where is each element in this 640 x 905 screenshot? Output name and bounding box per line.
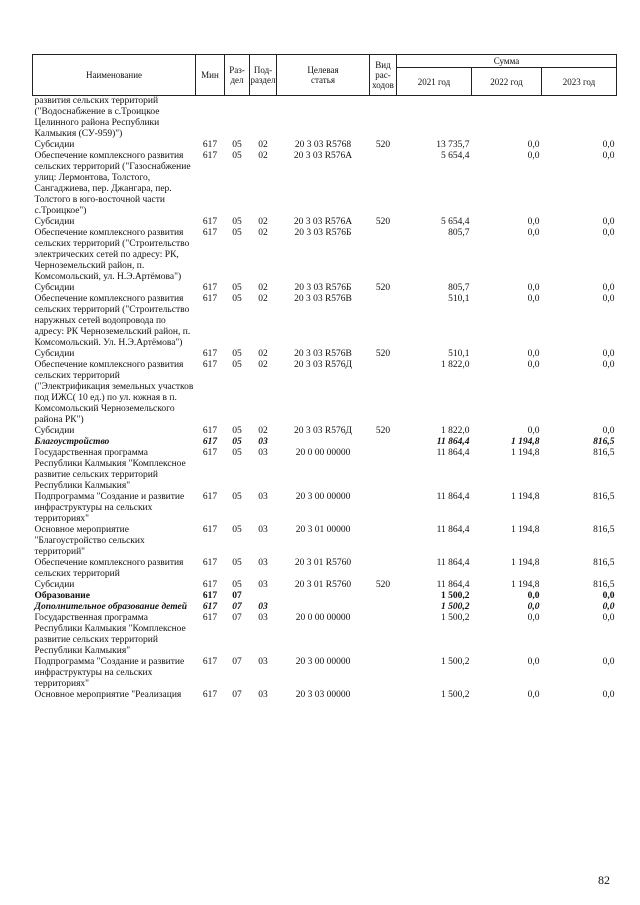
cell-2022: 1 194,8 xyxy=(511,558,540,568)
cell-target: 20 3 01 R5760 xyxy=(294,580,352,590)
cell-name: Основное мероприятие "Благоустройство сельских территорий" xyxy=(34,525,145,557)
cell-razdel: 05 xyxy=(232,349,242,359)
cell-min: 617 xyxy=(202,294,218,304)
cell-name: Обеспечение комплексного развития сельских территорий ("Строительство электрических сетей по адресу: РК, Черноземельский район, п. Комсомольский, ул. Н.Э.Артёмова") xyxy=(34,228,190,282)
cell-vid: 520 xyxy=(375,217,391,227)
cell-vid: 520 xyxy=(375,283,391,293)
cell-min: 617 xyxy=(202,602,218,612)
cell-podrazdel: 03 xyxy=(258,492,268,502)
cell-min: 617 xyxy=(202,525,218,535)
cell-podrazdel: 03 xyxy=(258,437,268,447)
cell-name: Обеспечение комплексного развития сельских территорий xyxy=(34,558,184,579)
cell-2023: 0,0 xyxy=(602,228,615,238)
cell-2023: 0,0 xyxy=(602,349,615,359)
cell-podrazdel: 02 xyxy=(258,140,268,150)
cell-min: 617 xyxy=(202,349,218,359)
cell-name: Обеспечение комплексного развития сельских территорий ("Строительство наружных сетей водопровода по адресу: РК Черноземельский район, п. Комсомольский. Ул. Н.Э.Артёмова") xyxy=(34,294,191,348)
cell-vid: 520 xyxy=(375,580,391,590)
cell-2022: 0,0 xyxy=(527,657,540,667)
cell-podrazdel: 02 xyxy=(258,360,268,370)
cell-target: 20 3 03 R576Д xyxy=(294,426,352,436)
cell-name: Образование xyxy=(34,591,90,601)
cell-podrazdel: 03 xyxy=(258,580,268,590)
cell-min: 617 xyxy=(202,151,218,161)
cell-2022: 0,0 xyxy=(527,217,540,227)
table-row xyxy=(33,360,617,426)
cell-target: 20 0 00 00000 xyxy=(295,613,351,623)
cell-razdel: 05 xyxy=(232,228,242,238)
cell-min: 617 xyxy=(202,140,218,150)
header-2021: 2021 год xyxy=(397,68,472,96)
cell-2023: 816,5 xyxy=(593,437,615,447)
cell-min: 617 xyxy=(202,657,218,667)
cell-name: Субсидии xyxy=(34,217,75,227)
table-body xyxy=(33,96,617,702)
cell-2023: 0,0 xyxy=(602,690,615,700)
cell-2023: 0,0 xyxy=(602,294,615,304)
cell-2022: 0,0 xyxy=(527,140,540,150)
budget-document xyxy=(32,54,616,701)
table-row xyxy=(33,217,617,228)
cell-razdel: 05 xyxy=(232,140,242,150)
cell-name: Обеспечение комплексного развития сельских территорий ("Электрификация земельных участков под ИЖС( 10 ед.) по ул. южная в п. Комсомольский Черноземельского района РК") xyxy=(34,360,194,425)
cell-name: Субсидии xyxy=(34,580,75,590)
cell-2022: 0,0 xyxy=(527,151,540,161)
cell-2022: 0,0 xyxy=(527,591,540,601)
cell-2022: 0,0 xyxy=(527,360,540,370)
cell-name: Субсидии xyxy=(34,283,75,293)
table-row xyxy=(33,558,617,580)
cell-target xyxy=(277,437,370,448)
cell-2022: 0,0 xyxy=(527,690,540,700)
table-row xyxy=(33,151,617,217)
cell-vid xyxy=(370,558,397,580)
cell-vid xyxy=(370,690,397,701)
cell-razdel: 05 xyxy=(232,437,242,447)
cell-2021: 11 864,4 xyxy=(436,580,470,590)
cell-podrazdel: 02 xyxy=(258,283,268,293)
cell-razdel: 07 xyxy=(232,657,242,667)
cell-2022: 0,0 xyxy=(527,426,540,436)
cell-vid: 520 xyxy=(375,140,391,150)
cell-name: Государственная программа Республики Калмыкия "Комплексное развитие сельских территорий Республики Калмыкия" xyxy=(34,613,186,656)
header-target: Целевая статья xyxy=(277,55,370,96)
cell-razdel: 05 xyxy=(232,492,242,502)
cell-2023: 816,5 xyxy=(593,558,615,568)
cell-podrazdel: 03 xyxy=(258,525,268,535)
cell-podrazdel: 02 xyxy=(258,349,268,359)
cell-podrazdel: 02 xyxy=(258,426,268,436)
header-vid: Вид рас- ходов xyxy=(370,55,397,96)
table-row xyxy=(33,228,617,283)
table-row xyxy=(33,613,617,657)
table-row xyxy=(33,580,617,591)
cell-target xyxy=(277,591,370,602)
cell-2021: 1 500,2 xyxy=(441,591,470,601)
cell-2022: 0,0 xyxy=(527,228,540,238)
table-row xyxy=(33,602,617,613)
cell-name: Субсидии xyxy=(34,349,75,359)
cell-2023: 0,0 xyxy=(602,283,615,293)
table-row xyxy=(33,349,617,360)
cell-2021: 11 864,4 xyxy=(436,558,470,568)
cell-2023: 0,0 xyxy=(602,360,615,370)
cell-vid xyxy=(370,96,397,141)
cell-vid xyxy=(370,437,397,448)
cell-vid xyxy=(370,360,397,426)
cell-target: 20 3 03 R5768 xyxy=(294,140,352,150)
cell-vid xyxy=(370,613,397,657)
cell-razdel: 07 xyxy=(232,690,242,700)
cell-2022: 1 194,8 xyxy=(511,437,540,447)
cell-2022: 0,0 xyxy=(527,349,540,359)
cell-target: 20 3 03 R576Б xyxy=(294,283,352,293)
page-number: 82 xyxy=(598,873,610,887)
cell-2023: 816,5 xyxy=(593,580,615,590)
cell-min: 617 xyxy=(202,217,218,227)
cell-2022: 0,0 xyxy=(527,602,540,612)
cell-razdel: 05 xyxy=(232,283,242,293)
cell-podrazdel: 02 xyxy=(258,228,268,238)
budget-table xyxy=(32,54,617,701)
cell-target: 20 3 01 00000 xyxy=(295,525,351,535)
cell-vid xyxy=(370,294,397,349)
cell-name: Благоустройство xyxy=(34,437,110,447)
cell-vid xyxy=(370,448,397,492)
table-row xyxy=(33,437,617,448)
header-razdel: Раз- дел xyxy=(225,55,250,96)
header-2022: 2022 год xyxy=(472,68,542,96)
cell-2022: 0,0 xyxy=(527,283,540,293)
table-row xyxy=(33,591,617,602)
cell-name: Государственная программа Республики Калмыкия "Комплексное развитие сельских территорий Республики Калмыкия" xyxy=(34,448,186,491)
cell-vid xyxy=(370,151,397,217)
cell-vid xyxy=(370,525,397,558)
cell-min: 617 xyxy=(202,580,218,590)
cell-name: Субсидии xyxy=(34,426,75,436)
cell-target: 20 3 00 00000 xyxy=(295,657,351,667)
cell-2023: 816,5 xyxy=(593,448,615,458)
cell-2022: 1 194,8 xyxy=(511,580,540,590)
cell-name: Субсидии xyxy=(34,140,75,150)
cell-razdel: 05 xyxy=(232,558,242,568)
cell-2022: 1 194,8 xyxy=(511,448,540,458)
cell-2021: 5 654,4 xyxy=(441,217,470,227)
cell-target: 20 0 00 00000 xyxy=(295,448,351,458)
cell-vid xyxy=(370,602,397,613)
cell-vid: 520 xyxy=(375,349,391,359)
cell-razdel: 05 xyxy=(232,525,242,535)
cell-vid xyxy=(370,228,397,283)
cell-2021: 1 500,2 xyxy=(441,613,470,623)
cell-2023: 0,0 xyxy=(602,140,615,150)
cell-razdel: 07 xyxy=(232,602,242,612)
header-min: Мин xyxy=(196,55,225,96)
cell-2021: 510,1 xyxy=(448,349,470,359)
cell-2021: 1 822,0 xyxy=(441,426,470,436)
table-row xyxy=(33,283,617,294)
cell-min: 617 xyxy=(202,591,218,601)
cell-2021: 510,1 xyxy=(448,294,470,304)
cell-name: Основное мероприятие "Реализация xyxy=(34,690,182,700)
cell-min: 617 xyxy=(202,558,218,568)
cell-min: 617 xyxy=(202,283,218,293)
table-row xyxy=(33,525,617,558)
cell-razdel: 05 xyxy=(232,580,242,590)
cell-target xyxy=(277,602,370,613)
cell-target: 20 3 03 R576В xyxy=(294,294,352,304)
cell-min: 617 xyxy=(202,437,218,447)
cell-podrazdel: 02 xyxy=(258,217,268,227)
cell-name: развития сельских территорий ("Водоснабжение в с.Троицкое Целинного района Республики Калмыкия (СУ-959)") xyxy=(34,96,160,139)
cell-target: 20 3 00 00000 xyxy=(295,492,351,502)
cell-podrazdel: 03 xyxy=(258,613,268,623)
cell-podrazdel: 03 xyxy=(258,602,268,612)
cell-2021 xyxy=(397,96,472,141)
cell-target: 20 3 01 R5760 xyxy=(294,558,352,568)
cell-razdel: 05 xyxy=(232,294,242,304)
cell-2023: 0,0 xyxy=(602,591,615,601)
cell-razdel xyxy=(225,96,250,141)
cell-podrazdel: 02 xyxy=(258,151,268,161)
cell-podrazdel xyxy=(250,591,277,602)
cell-target: 20 3 03 00000 xyxy=(295,690,351,700)
cell-razdel: 05 xyxy=(232,151,242,161)
header-podrazdel: Под- раздел xyxy=(250,55,277,96)
cell-target: 20 3 03 R576А xyxy=(293,151,353,161)
cell-razdel: 05 xyxy=(232,426,242,436)
cell-podrazdel: 02 xyxy=(258,294,268,304)
cell-razdel: 07 xyxy=(232,613,242,623)
cell-target: 20 3 03 R576А xyxy=(293,217,353,227)
cell-target: 20 3 03 R576В xyxy=(294,349,352,359)
cell-min: 617 xyxy=(202,448,218,458)
cell-2023: 0,0 xyxy=(602,657,615,667)
cell-target: 20 3 03 R576Д xyxy=(294,360,352,370)
cell-razdel: 05 xyxy=(232,448,242,458)
table-row xyxy=(33,690,617,701)
cell-2021: 11 864,4 xyxy=(436,492,470,502)
cell-podrazdel xyxy=(250,96,277,141)
cell-min: 617 xyxy=(202,360,218,370)
cell-2022: 0,0 xyxy=(527,613,540,623)
cell-name: Дополнительное образование детей xyxy=(34,602,188,612)
cell-vid: 520 xyxy=(375,426,391,436)
cell-2021: 11 864,4 xyxy=(436,525,470,535)
cell-2023: 0,0 xyxy=(602,217,615,227)
cell-2022: 1 194,8 xyxy=(511,492,540,502)
cell-vid xyxy=(370,591,397,602)
header-name: Наименование xyxy=(33,55,196,96)
cell-min: 617 xyxy=(202,492,218,502)
table-row xyxy=(33,492,617,525)
cell-2021: 5 654,4 xyxy=(441,151,470,161)
cell-2022: 1 194,8 xyxy=(511,525,540,535)
cell-vid xyxy=(370,657,397,690)
cell-min: 617 xyxy=(202,426,218,436)
table-row xyxy=(33,140,617,151)
cell-2023: 816,5 xyxy=(593,492,615,502)
cell-name: Подпрограмма "Создание и развитие инфраструктуры на сельских территориях" xyxy=(34,492,185,524)
cell-min: 617 xyxy=(202,228,218,238)
table-row xyxy=(33,294,617,349)
cell-vid xyxy=(370,492,397,525)
cell-razdel: 07 xyxy=(232,591,242,601)
cell-2022: 0,0 xyxy=(527,294,540,304)
cell-name: Обеспечение комплексного развития сельских территорий ("Газоснабжение улиц: Лермонтова, Толстого, Сангаджиева, пер. Джангара, пер. Толстого в юго-восточной части с.Троицкое") xyxy=(34,151,191,216)
cell-podrazdel: 03 xyxy=(258,558,268,568)
cell-2023: 0,0 xyxy=(602,151,615,161)
cell-2021: 1 500,2 xyxy=(441,690,470,700)
cell-2023: 816,5 xyxy=(593,525,615,535)
cell-2021: 1 822,0 xyxy=(441,360,470,370)
cell-razdel: 05 xyxy=(232,217,242,227)
cell-name: Подпрограмма "Создание и развитие инфраструктуры на сельских территориях" xyxy=(34,657,185,689)
cell-podrazdel: 03 xyxy=(258,657,268,667)
cell-2022 xyxy=(472,96,542,141)
cell-min: 617 xyxy=(202,613,218,623)
cell-2023 xyxy=(542,96,617,141)
cell-2021: 11 864,4 xyxy=(436,448,470,458)
cell-podrazdel: 03 xyxy=(258,690,268,700)
table-row xyxy=(33,96,617,141)
cell-min: 617 xyxy=(202,690,218,700)
cell-2021: 11 864,4 xyxy=(436,437,470,447)
cell-min xyxy=(196,96,225,141)
cell-2021: 805,7 xyxy=(448,228,470,238)
cell-podrazdel: 03 xyxy=(258,448,268,458)
header-2023: 2023 год xyxy=(542,68,617,96)
table-row xyxy=(33,657,617,690)
cell-target xyxy=(277,96,370,141)
cell-2023: 0,0 xyxy=(602,613,615,623)
cell-2021: 805,7 xyxy=(448,283,470,293)
cell-2021: 1 500,2 xyxy=(441,657,470,667)
cell-2023: 0,0 xyxy=(602,426,615,436)
table-row xyxy=(33,448,617,492)
cell-2021: 1 500,2 xyxy=(441,602,470,612)
cell-2023: 0,0 xyxy=(602,602,615,612)
table-row xyxy=(33,426,617,437)
header-sum: Сумма xyxy=(397,55,617,68)
cell-target: 20 3 03 R576Б xyxy=(294,228,352,238)
cell-2021: 13 735,7 xyxy=(436,140,470,150)
cell-razdel: 05 xyxy=(232,360,242,370)
